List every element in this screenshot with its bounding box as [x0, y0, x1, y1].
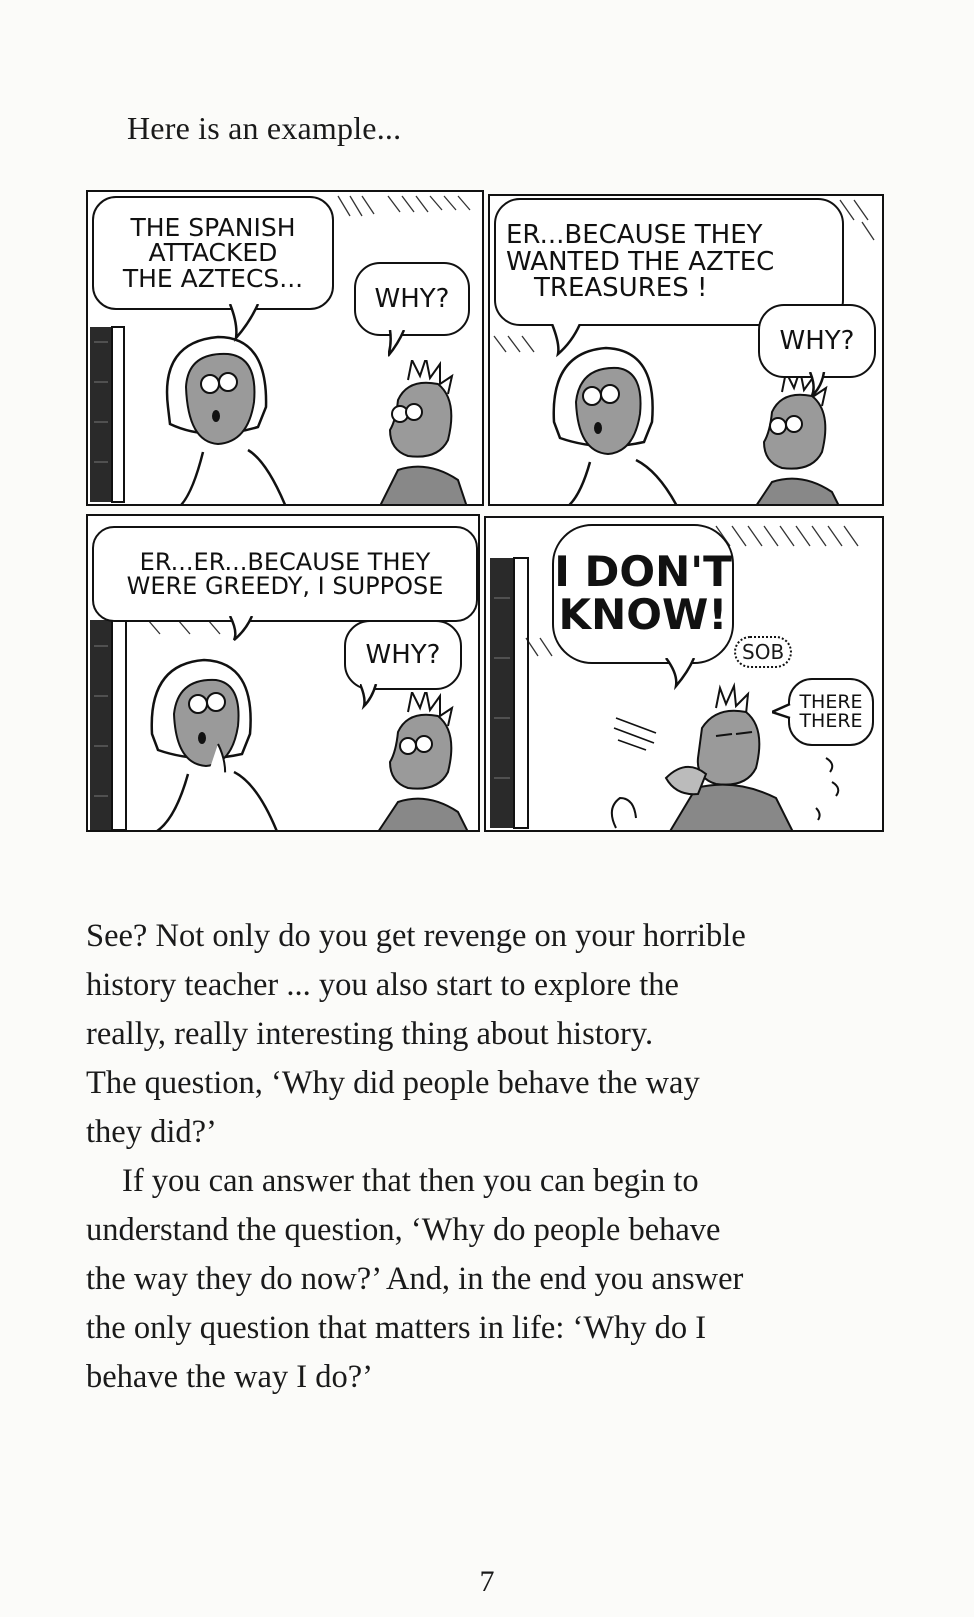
speech-tail-icon	[664, 658, 704, 698]
text-line: See? Not only do you get revenge on your horrible	[86, 918, 746, 954]
speech-bubble-teacher	[552, 524, 734, 664]
speech-line: I DON'T	[554, 547, 732, 597]
comic-panel-4	[484, 516, 884, 832]
text-line: If you can answer that then you can begin to	[122, 1163, 699, 1199]
pupil-figure	[368, 692, 478, 832]
comic-panel-3	[86, 514, 480, 832]
speech-tail-icon	[550, 324, 590, 364]
pupil-figure	[368, 360, 478, 506]
teacher-figure	[540, 342, 710, 506]
speech-line: WANTED THE AZTEC	[506, 246, 775, 277]
body-text	[86, 912, 906, 1402]
sob-label: SOB	[734, 636, 792, 668]
speech-line: THERE	[799, 690, 863, 713]
speech-line: KNOW!	[558, 590, 728, 639]
comic-panel-1	[86, 190, 484, 506]
text-line: behave the way I do?’	[86, 1359, 373, 1395]
speech-line: WHY?	[779, 325, 855, 356]
text-line: really, really interesting thing about history.	[86, 1016, 654, 1052]
teacher-figure	[138, 654, 308, 832]
speech-line: ER...ER...BECAUSE THEY	[139, 547, 431, 576]
speech-tail-icon	[360, 684, 380, 714]
speech-tail-icon	[228, 304, 268, 344]
text-line: understand the question, ‘Why do people behave	[86, 1212, 721, 1248]
pupil-figure	[742, 372, 852, 506]
speech-bubble-teacher	[92, 196, 334, 310]
speech-line: WHY?	[374, 283, 450, 314]
speech-tail-icon	[228, 616, 258, 646]
text-line: they did?’	[86, 1114, 217, 1150]
text-line: the only question that matters in life: ‘Why do I	[86, 1310, 707, 1346]
text-line: The question, ‘Why did people behave the way	[86, 1065, 700, 1101]
speech-line: THERE	[799, 710, 863, 732]
comic-strip	[86, 190, 909, 862]
speech-line: WERE GREEDY, I SUPPOSE	[126, 572, 444, 600]
speech-line: ATTACKED	[148, 238, 278, 268]
speech-bubble-teacher	[92, 526, 478, 622]
text-line: the way they do now?’ And, in the end you answer	[86, 1261, 744, 1297]
speech-bubble-pupil	[758, 304, 876, 378]
speech-bubble-pupil	[344, 620, 462, 690]
speech-line: ER...BECAUSE THEY	[506, 220, 763, 251]
speech-bubble-pupil	[354, 262, 470, 336]
speech-tail-icon	[772, 702, 792, 722]
text-line: history teacher ... you also start to explore the	[86, 967, 679, 1003]
intro-text: Here is an example...	[127, 110, 402, 146]
comic-panel-2	[488, 194, 884, 506]
speech-line: TREASURES !	[534, 273, 708, 304]
page-number: 7	[479, 1565, 495, 1598]
speech-line: WHY?	[365, 639, 441, 670]
teacher-figure	[148, 332, 318, 506]
speech-line: THE AZTECS...	[122, 263, 304, 293]
speech-bubble-pupil	[788, 678, 874, 746]
speech-line: THE SPANISH	[130, 212, 296, 242]
speech-tail-icon	[808, 372, 828, 402]
speech-tail-icon	[388, 330, 408, 360]
